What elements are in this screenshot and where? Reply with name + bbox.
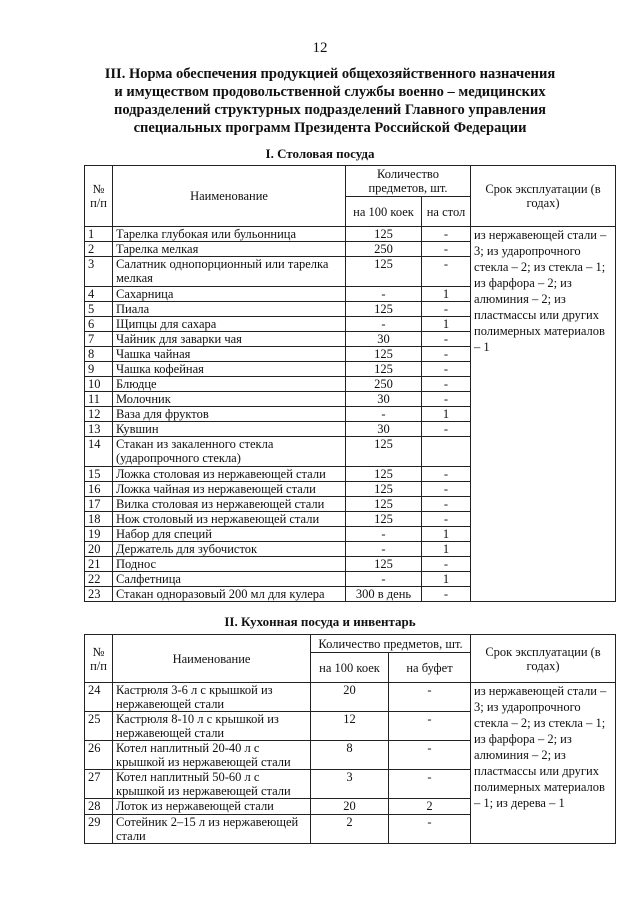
row-qty-per-100: 125	[346, 467, 422, 482]
row-number: 18	[85, 512, 113, 527]
header-term: Срок эксплуатации (в годах)	[471, 635, 616, 683]
row-name: Салатник однопорционный или тарелка мелкая	[113, 257, 346, 287]
row-name: Ложка столовая из нержавеющей стали	[113, 467, 346, 482]
row-name: Стакан из закаленного стекла (ударопрочного стекла)	[113, 437, 346, 467]
row-number: 16	[85, 482, 113, 497]
row-qty-per-100: -	[346, 287, 422, 302]
row-qty-per-100: -	[346, 527, 422, 542]
row-number: 4	[85, 287, 113, 302]
header-qty-per-table: на стол	[422, 197, 471, 227]
row-qty-per-100: 125	[346, 302, 422, 317]
row-qty-secondary: 1	[422, 287, 471, 302]
header-name: Наименование	[113, 635, 311, 683]
row-number: 3	[85, 257, 113, 287]
row-qty-per-100: 12	[311, 712, 389, 741]
row-qty-secondary: -	[422, 422, 471, 437]
document-title	[70, 65, 590, 137]
row-qty-secondary: -	[389, 770, 471, 799]
row-qty-per-100: 125	[346, 497, 422, 512]
row-number: 13	[85, 422, 113, 437]
row-qty-secondary: -	[422, 362, 471, 377]
row-qty-per-100: 30	[346, 332, 422, 347]
row-number: 29	[85, 815, 113, 844]
row-name: Набор для специй	[113, 527, 346, 542]
kitchenware-table	[84, 634, 616, 844]
row-name: Сахарница	[113, 287, 346, 302]
row-name: Сотейник 2–15 л из нержавеющей стали	[113, 815, 311, 844]
row-qty-per-100: 2	[311, 815, 389, 844]
row-qty-secondary: 1	[422, 317, 471, 332]
row-name: Молочник	[113, 392, 346, 407]
table-row	[85, 683, 616, 712]
row-qty-secondary: -	[422, 257, 471, 287]
row-qty-per-100: -	[346, 407, 422, 422]
row-number: 25	[85, 712, 113, 741]
row-qty-per-100: 30	[346, 422, 422, 437]
tableware-table	[84, 165, 616, 602]
row-name: Котел наплитный 20-40 л с крышкой из нержавеющей стали	[113, 741, 311, 770]
row-number: 22	[85, 572, 113, 587]
row-name: Кувшин	[113, 422, 346, 437]
row-qty-per-100: 125	[346, 512, 422, 527]
row-qty-secondary: -	[422, 497, 471, 512]
row-name: Ложка чайная из нержавеющей стали	[113, 482, 346, 497]
row-qty-per-100: 20	[311, 683, 389, 712]
row-qty-secondary: -	[422, 512, 471, 527]
row-qty-secondary	[422, 437, 471, 467]
row-name: Чашка кофейная	[113, 362, 346, 377]
row-qty-per-100: 300 в день	[346, 587, 422, 602]
row-number: 8	[85, 347, 113, 362]
row-qty-secondary: 1	[422, 572, 471, 587]
header-qty: Количество предметов, шт.	[311, 635, 471, 653]
section-title-kitchenware: II. Кухонная посуда и инвентарь	[224, 614, 416, 629]
row-number: 11	[85, 392, 113, 407]
header-qty-per-100: на 100 коек	[346, 197, 422, 227]
row-number: 12	[85, 407, 113, 422]
row-qty-per-100: -	[346, 572, 422, 587]
row-number: 19	[85, 527, 113, 542]
row-qty-per-100: 125	[346, 437, 422, 467]
row-qty-secondary: -	[422, 377, 471, 392]
row-number: 23	[85, 587, 113, 602]
title-line: специальных программ Президента Российской Федерации	[133, 120, 527, 136]
row-qty-secondary: 1	[422, 542, 471, 557]
row-name: Чашка чайная	[113, 347, 346, 362]
row-name: Котел наплитный 50-60 л с крышкой из нержавеющей стали	[113, 770, 311, 799]
row-qty-per-100: 20	[311, 799, 389, 815]
row-qty-per-100: 125	[346, 557, 422, 572]
page-number: 12	[312, 40, 328, 56]
row-number: 14	[85, 437, 113, 467]
row-qty-secondary: -	[422, 302, 471, 317]
row-qty-secondary: -	[422, 467, 471, 482]
row-name: Чайник для заварки чая	[113, 332, 346, 347]
section-title-tableware: I. Столовая посуда	[265, 146, 375, 161]
row-qty-secondary: -	[422, 392, 471, 407]
row-number: 24	[85, 683, 113, 712]
row-qty-secondary: -	[422, 482, 471, 497]
row-number: 6	[85, 317, 113, 332]
row-name: Пиала	[113, 302, 346, 317]
row-qty-secondary: -	[422, 557, 471, 572]
title-line: подразделений структурных подразделений Главного управления	[113, 102, 547, 118]
row-qty-secondary: -	[389, 683, 471, 712]
row-name: Поднос	[113, 557, 346, 572]
row-number: 15	[85, 467, 113, 482]
row-number: 5	[85, 302, 113, 317]
row-name: Щипцы для сахара	[113, 317, 346, 332]
row-qty-secondary: 1	[422, 527, 471, 542]
row-name: Кастрюля 3-6 л с крышкой из нержавеющей стали	[113, 683, 311, 712]
row-name: Нож столовый из нержавеющей стали	[113, 512, 346, 527]
header-name: Наименование	[113, 166, 346, 227]
row-qty-per-100: 125	[346, 347, 422, 362]
row-qty-per-100: 30	[346, 392, 422, 407]
row-name: Салфетница	[113, 572, 346, 587]
service-life-note: из нержавеющей стали – 3; из ударопрочного стекла – 2; из стекла – 1; из фарфора – 2; из алюминия – 2; из пластмассы или других полимерных материалов – 1	[471, 227, 616, 602]
header-num: № п/п	[85, 166, 113, 227]
row-number: 28	[85, 799, 113, 815]
row-number: 17	[85, 497, 113, 512]
row-name: Стакан одноразовый 200 мл для кулера	[113, 587, 346, 602]
row-qty-secondary: -	[389, 712, 471, 741]
row-qty-per-100: -	[346, 317, 422, 332]
row-qty-secondary: -	[422, 242, 471, 257]
row-qty-per-100: 125	[346, 257, 422, 287]
header-qty-per-100: на 100 коек	[311, 653, 389, 683]
row-number: 20	[85, 542, 113, 557]
service-life-note: из нержавеющей стали – 3; из ударопрочного стекла – 2; из стекла – 1; из фарфора – 2; из алюминия – 2; из пластмассы или других полимерных материалов – 1; из дерева – 1	[471, 683, 616, 844]
row-name: Лоток из нержавеющей стали	[113, 799, 311, 815]
header-qty: Количество предметов, шт.	[346, 166, 471, 197]
row-name: Блюдце	[113, 377, 346, 392]
row-qty-secondary: -	[389, 815, 471, 844]
row-qty-secondary: 2	[389, 799, 471, 815]
row-qty-secondary: 1	[422, 407, 471, 422]
row-qty-per-100: 125	[346, 227, 422, 242]
row-name: Ваза для фруктов	[113, 407, 346, 422]
row-number: 26	[85, 741, 113, 770]
title-line: III. Норма обеспечения продукцией общехозяйственного назначения	[104, 66, 556, 82]
row-number: 10	[85, 377, 113, 392]
table-row	[85, 227, 616, 242]
row-qty-secondary: -	[422, 587, 471, 602]
row-name: Тарелка глубокая или бульонница	[113, 227, 346, 242]
row-qty-secondary: -	[422, 227, 471, 242]
row-qty-per-100: 250	[346, 242, 422, 257]
row-qty-secondary: -	[389, 741, 471, 770]
row-number: 2	[85, 242, 113, 257]
row-number: 9	[85, 362, 113, 377]
header-num: № п/п	[85, 635, 113, 683]
row-qty-secondary: -	[422, 347, 471, 362]
row-qty-per-100: 3	[311, 770, 389, 799]
header-term: Срок эксплуатации (в годах)	[471, 166, 616, 227]
row-qty-per-100: 125	[346, 482, 422, 497]
row-number: 21	[85, 557, 113, 572]
row-qty-per-100: 125	[346, 362, 422, 377]
row-qty-per-100: 250	[346, 377, 422, 392]
row-name: Тарелка мелкая	[113, 242, 346, 257]
title-line: и имуществом продовольственной службы военно – медицинских	[114, 84, 546, 100]
row-number: 7	[85, 332, 113, 347]
row-name: Кастрюля 8-10 л с крышкой из нержавеющей стали	[113, 712, 311, 741]
header-qty-per-buffet: на буфет	[389, 653, 471, 683]
row-qty-per-100: 8	[311, 741, 389, 770]
row-name: Вилка столовая из нержавеющей стали	[113, 497, 346, 512]
row-name: Держатель для зубочисток	[113, 542, 346, 557]
row-number: 1	[85, 227, 113, 242]
row-qty-per-100: -	[346, 542, 422, 557]
row-qty-secondary: -	[422, 332, 471, 347]
row-number: 27	[85, 770, 113, 799]
